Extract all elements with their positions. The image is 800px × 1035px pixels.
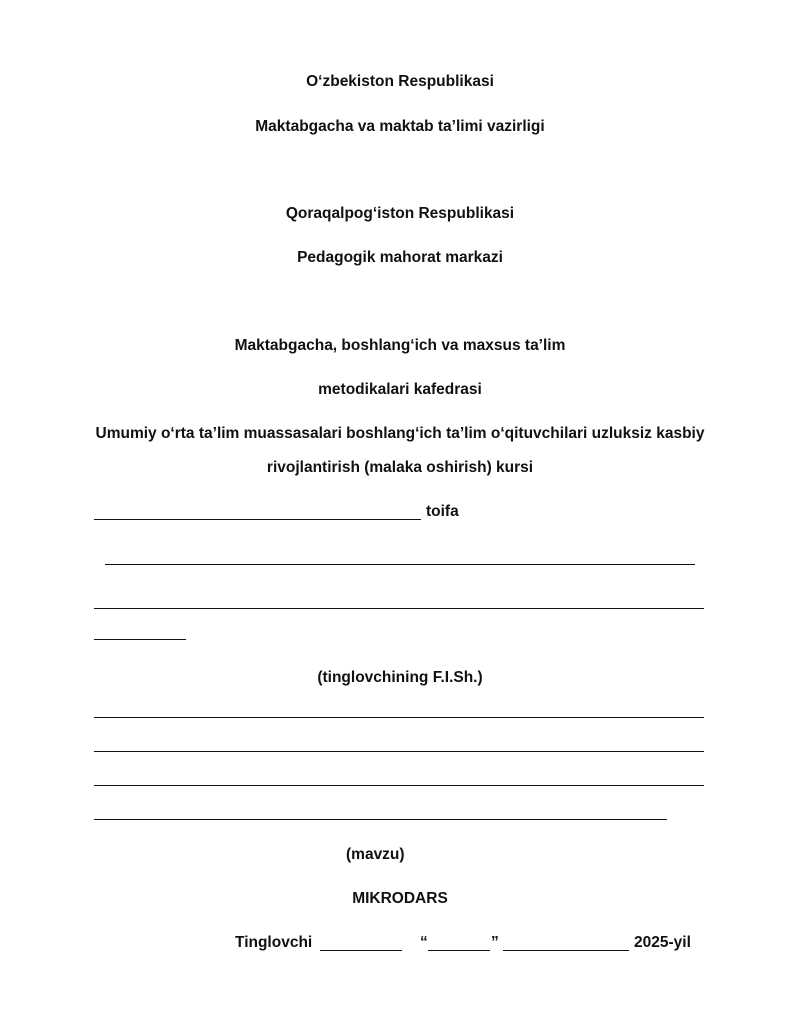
topic-blank-4 (94, 819, 667, 820)
category-blank (94, 519, 421, 520)
name-blank-3 (94, 639, 186, 640)
signer-label: Tinglovchi (235, 934, 313, 951)
course-title-line1: Umumiy o‘rta ta’lim muassasalari boshlang‘ich ta’lim o‘qituvchilari uzluksiz kasbiy (95, 425, 705, 442)
document-type-title: MIKRODARS (352, 890, 448, 907)
topic-blank-3 (94, 785, 704, 786)
department-title-line2: metodikalari kafedrasi (318, 381, 482, 398)
year-label: 2025-yil (634, 934, 691, 951)
ministry-title: Maktabgacha va maktab ta’limi vazirligi (255, 118, 545, 135)
month-blank (503, 950, 629, 951)
course-title-line2: rivojlantirish (malaka oshirish) kursi (266, 459, 534, 476)
topic-blank-2 (94, 751, 704, 752)
name-blank-1 (105, 564, 695, 565)
category-label: toifa (426, 503, 459, 520)
listener-caption: (tinglovchining F.I.Sh.) (317, 669, 483, 686)
day-blank (428, 950, 490, 951)
name-blank-2 (94, 608, 704, 609)
date-open-quote: “ (420, 934, 428, 951)
date-close-quote: ” (491, 934, 499, 951)
department-title-line1: Maktabgacha, boshlang‘ich va maxsus ta’lim (234, 337, 566, 354)
signature-blank (320, 950, 402, 951)
center-title: Pedagogik mahorat markazi (297, 249, 503, 266)
topic-blank-1 (94, 717, 704, 718)
topic-caption: (mavzu) (346, 846, 405, 863)
region-title: Qoraqalpog‘iston Respublikasi (285, 205, 515, 222)
country-title: O‘zbekiston Respublikasi (306, 73, 494, 90)
